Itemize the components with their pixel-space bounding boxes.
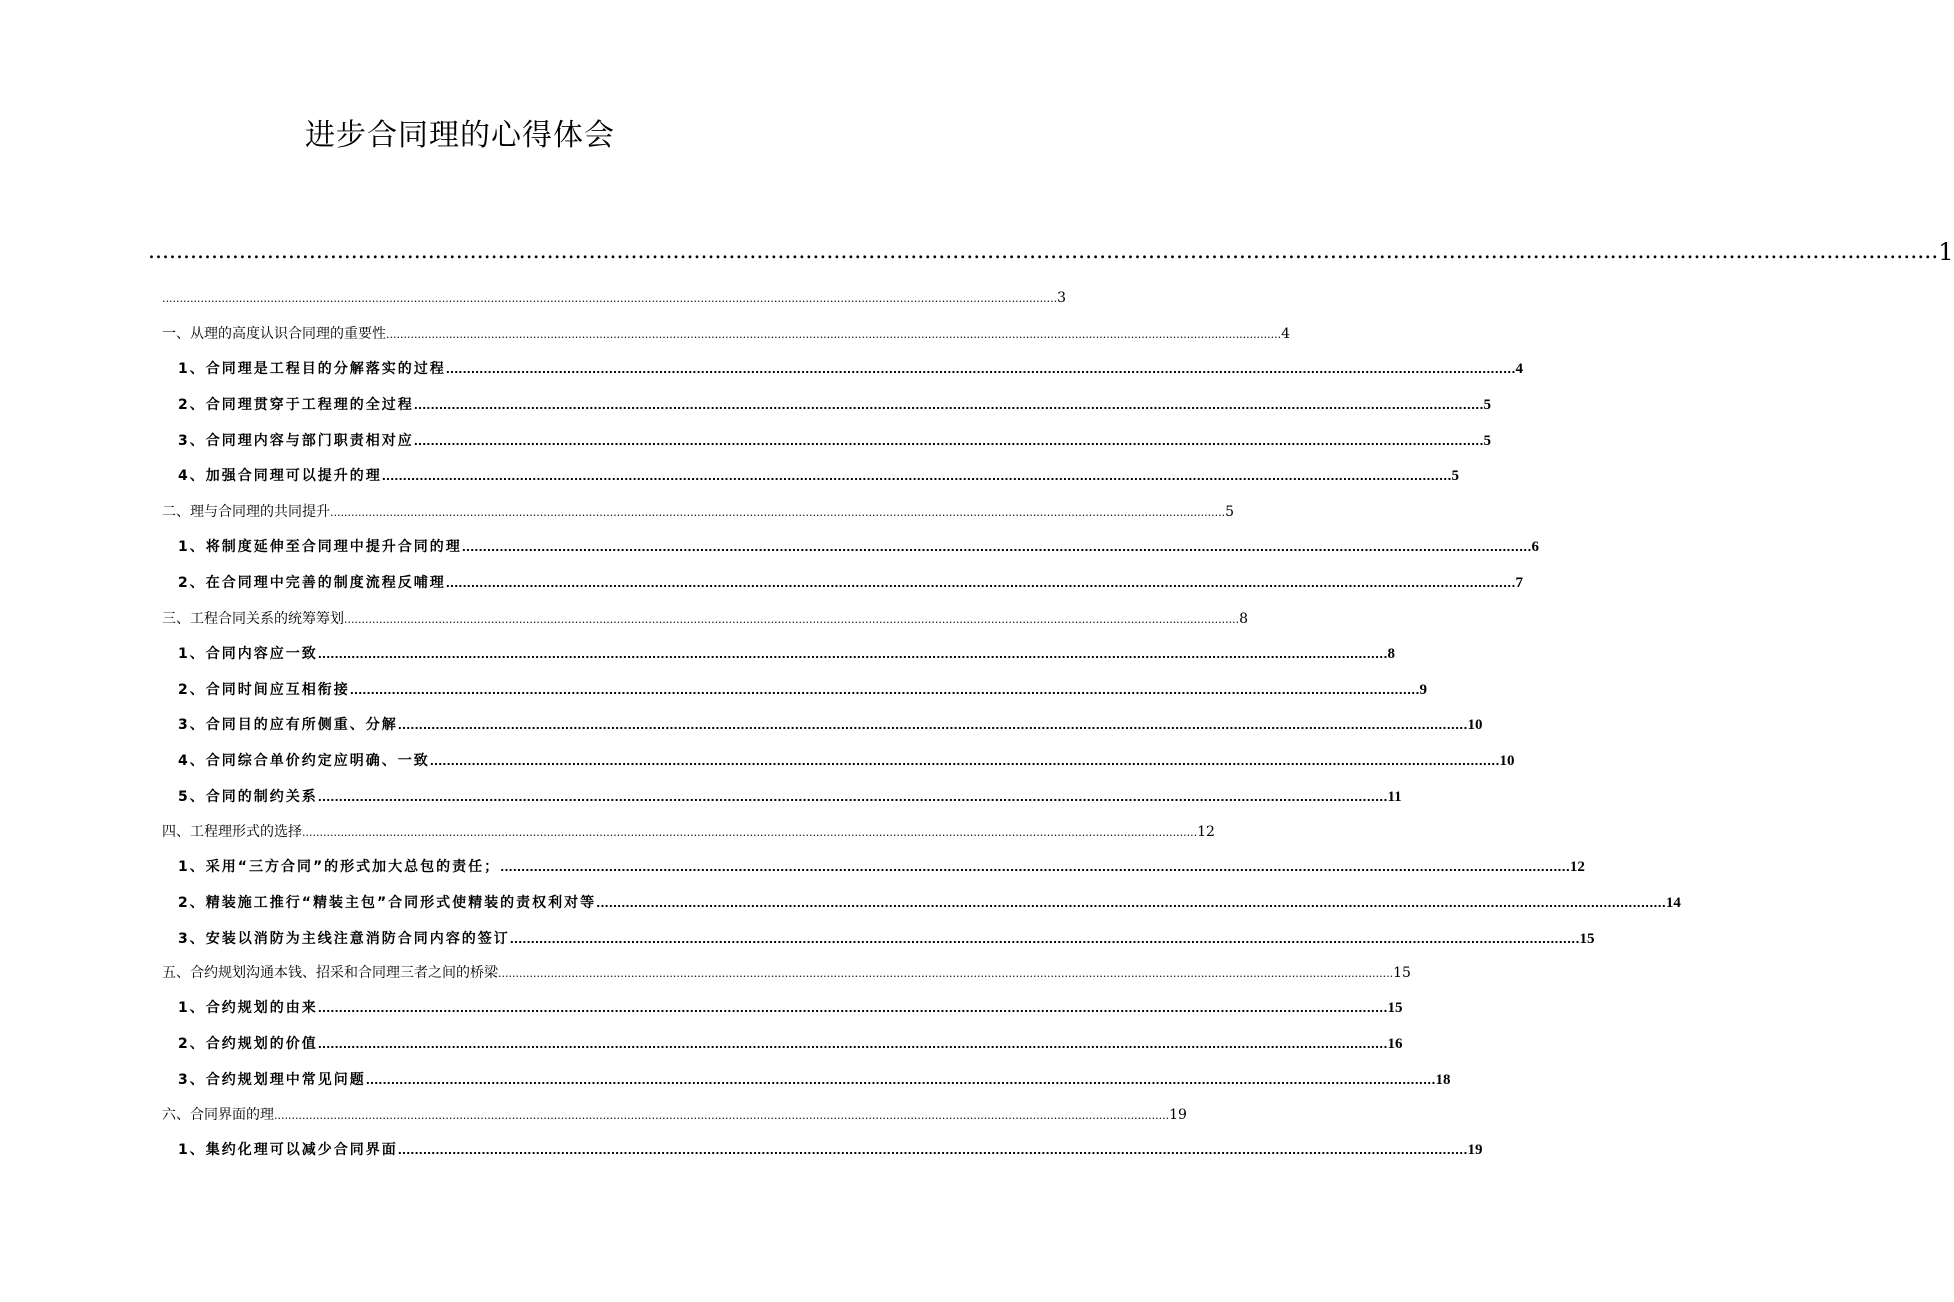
toc-page-number: 19 — [1169, 1107, 1187, 1123]
toc-entry-label: 1、合同内容应一致 — [178, 646, 318, 662]
toc-entry[interactable] — [162, 287, 1067, 309]
toc-page-number: 5 — [1451, 468, 1459, 484]
toc-entry-section[interactable] — [162, 323, 1291, 345]
toc-entry-label: 3、安装以消防为主线注意消防合同内容的签订 — [178, 931, 510, 947]
toc-entry-label: 六、合同界面的理 — [162, 1107, 274, 1123]
toc-entry-section[interactable] — [162, 962, 1411, 984]
toc-entry-subsection[interactable] — [178, 750, 1515, 772]
toc-dot-leader: ................................................................................................................................................................................................................................................................ — [162, 292, 1058, 305]
toc-page-number: 12 — [1569, 859, 1585, 875]
toc-page-number: 7 — [1515, 575, 1523, 591]
toc-entry-subsection[interactable] — [178, 856, 1585, 878]
toc-dot-leader: ................................................................................................................................................................................................................................................................ — [344, 613, 1240, 626]
toc-page-number: 10 — [1467, 717, 1483, 733]
toc-dot-leader: ................................................................................................................................................................................................................................................................ — [148, 239, 1939, 264]
toc-dot-leader: ................................................................................................................................................................................................................................................................ — [365, 1074, 1436, 1087]
toc-page-number: 4 — [1515, 361, 1523, 377]
toc-page-number: 8 — [1239, 611, 1249, 627]
toc-dot-leader: ................................................................................................................................................................................................................................................................ — [397, 1144, 1468, 1157]
toc-page-number: 3 — [1057, 290, 1067, 306]
toc-page-number: 15 — [1393, 965, 1411, 981]
toc-entry-label: 2、精装施工推行“精装主包”合同形式使精装的责权利对等 — [178, 895, 597, 911]
toc-entry-label: 4、加强合同理可以提升的理 — [178, 468, 382, 484]
toc-entry-label: 4、合同综合单价约定应明确、一致 — [178, 753, 430, 769]
toc-entry-label: 1、集约化理可以减少合同界面 — [178, 1142, 398, 1158]
toc-dot-leader: ................................................................................................................................................................................................................................................................ — [386, 328, 1282, 341]
toc-page-number: 16 — [1387, 1036, 1403, 1052]
toc-page-number: 10 — [1499, 753, 1515, 769]
toc-entry-label: 2、合约规划的价值 — [178, 1036, 318, 1052]
toc-entry-label: 2、合同时间应互相衔接 — [178, 682, 350, 698]
toc-dot-leader: ................................................................................................................................................................................................................................................................ — [317, 791, 1388, 804]
toc-entry-label: 三、工程合同关系的统筹筹划 — [162, 611, 344, 627]
toc-entry-label: 1、合同理是工程目的分解落实的过程 — [178, 361, 446, 377]
toc-dot-leader: ................................................................................................................................................................................................................................................................ — [381, 470, 1452, 483]
toc-entry-label: 5、合同的制约关系 — [178, 789, 318, 805]
toc-entry-label: 1、采用“三方合同”的形式加大总包的责任； — [178, 859, 501, 875]
toc-page-number: 9 — [1419, 682, 1427, 698]
toc-entry-subsection[interactable] — [178, 786, 1402, 808]
toc-dot-leader: ................................................................................................................................................................................................................................................................ — [413, 435, 1484, 448]
toc-page-number: 5 — [1225, 504, 1235, 520]
toc-entry-label: 五、合约规划沟通本钱、招采和合同理三者之间的桥梁 — [162, 965, 498, 981]
toc-page-number: 15 — [1579, 931, 1595, 947]
toc-dot-leader: ................................................................................................................................................................................................................................................................ — [429, 755, 1500, 768]
toc-dot-leader: ................................................................................................................................................................................................................................................................ — [317, 1002, 1388, 1015]
toc-entry-top[interactable] — [148, 236, 1954, 268]
toc-entry-label: 四、工程理形式的选择 — [162, 824, 302, 840]
toc-entry-subsection[interactable] — [178, 679, 1427, 701]
toc-entry-subsection[interactable] — [178, 430, 1491, 452]
toc-page-number: 19 — [1467, 1142, 1483, 1158]
toc-entry-subsection[interactable] — [178, 928, 1595, 950]
toc-dot-leader: ................................................................................................................................................................................................................................................................ — [274, 1109, 1170, 1122]
toc-entry-section[interactable] — [162, 821, 1215, 843]
toc-entry-label: 2、在合同理中完善的制度流程反哺理 — [178, 575, 446, 591]
toc-dot-leader: ................................................................................................................................................................................................................................................................ — [317, 1038, 1388, 1051]
toc-dot-leader: ................................................................................................................................................................................................................................................................ — [413, 399, 1484, 412]
toc-dot-leader: ................................................................................................................................................................................................................................................................ — [596, 897, 1666, 910]
toc-entry-label: 3、合同理内容与部门职责相对应 — [178, 433, 414, 449]
toc-entry-label: 1、将制度延伸至合同理中提升合同的理 — [178, 539, 462, 555]
toc-entry-subsection[interactable] — [178, 1033, 1403, 1055]
toc-page-number: 4 — [1281, 326, 1291, 342]
toc-entry-label: 2、合同理贯穿于工程理的全过程 — [178, 397, 414, 413]
toc-page-number: 12 — [1197, 824, 1215, 840]
toc-dot-leader: ................................................................................................................................................................................................................................................................ — [317, 648, 1388, 661]
toc-page-number: 5 — [1483, 397, 1491, 413]
toc-dot-leader: ................................................................................................................................................................................................................................................................ — [445, 363, 1516, 376]
toc-entry-subsection[interactable] — [178, 465, 1459, 487]
toc-entry-subsection[interactable] — [178, 358, 1523, 380]
toc-page-number: 6 — [1531, 539, 1539, 555]
toc-entry-section[interactable] — [162, 501, 1235, 523]
toc-entry-subsection[interactable] — [178, 394, 1491, 416]
toc-entry-subsection[interactable] — [178, 1069, 1451, 1091]
toc-entry-label: 3、合同目的应有所侧重、分解 — [178, 717, 398, 733]
toc-dot-leader: ................................................................................................................................................................................................................................................................ — [498, 967, 1394, 980]
toc-page-number: 8 — [1387, 646, 1395, 662]
toc-page-number: 18 — [1435, 1072, 1451, 1088]
toc-dot-leader: ................................................................................................................................................................................................................................................................ — [397, 719, 1468, 732]
toc-dot-leader: ................................................................................................................................................................................................................................................................ — [302, 826, 1198, 839]
toc-page-number: 5 — [1483, 433, 1491, 449]
toc-dot-leader: ................................................................................................................................................................................................................................................................ — [330, 506, 1226, 519]
toc-entry-section[interactable] — [162, 1104, 1187, 1126]
toc-entry-label: 一、从理的高度认识合同理的重要性 — [162, 326, 386, 342]
toc-page-number: 14 — [1665, 895, 1681, 911]
toc-entry-label: 1、合约规划的由来 — [178, 1000, 318, 1016]
toc-dot-leader: ................................................................................................................................................................................................................................................................ — [509, 933, 1580, 946]
toc-page-number: 1 — [1938, 238, 1954, 266]
toc-entry-label: 二、理与合同理的共同提升 — [162, 504, 330, 520]
toc-entry-subsection[interactable] — [178, 892, 1681, 914]
toc-dot-leader: ................................................................................................................................................................................................................................................................ — [461, 541, 1532, 554]
document-title: 进步合同理的心得体会 — [305, 118, 615, 153]
toc-entry-subsection[interactable] — [178, 1139, 1483, 1161]
toc-entry-subsection[interactable] — [178, 572, 1523, 594]
toc-dot-leader: ................................................................................................................................................................................................................................................................ — [500, 861, 1570, 874]
toc-entry-subsection[interactable] — [178, 714, 1483, 736]
toc-page-number: 11 — [1387, 789, 1402, 805]
toc-entry-subsection[interactable] — [178, 536, 1539, 558]
toc-entry-subsection[interactable] — [178, 643, 1395, 665]
toc-entry-label: 3、合约规划理中常见问题 — [178, 1072, 366, 1088]
toc-dot-leader: ................................................................................................................................................................................................................................................................ — [445, 577, 1516, 590]
toc-page-number: 15 — [1387, 1000, 1403, 1016]
toc-dot-leader: ................................................................................................................................................................................................................................................................ — [349, 684, 1420, 697]
toc-entry-section[interactable] — [162, 608, 1249, 630]
toc-entry-subsection[interactable] — [178, 997, 1403, 1019]
